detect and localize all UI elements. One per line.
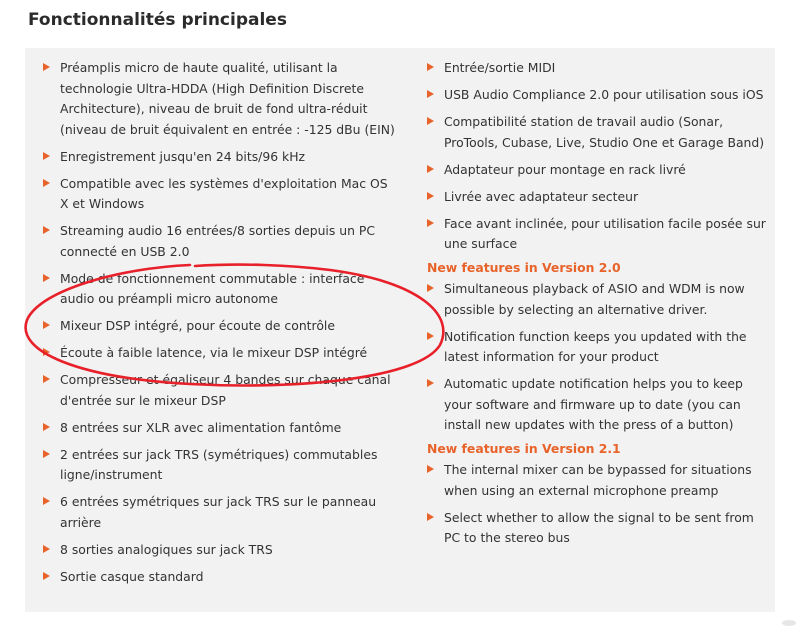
bullet-arrow-icon <box>427 90 434 98</box>
list-item: Livrée avec adaptateur secteur <box>427 187 767 208</box>
list-item: Automatic update notification helps you to keep your software and firmware up to date (you can install new updates with the press of a button) <box>427 374 767 436</box>
bullet-arrow-icon <box>43 545 50 553</box>
list-item: 8 sorties analogiques sur jack TRS <box>43 540 398 561</box>
list-item: Compatible avec les systèmes d'exploitation Mac OS X et Windows <box>43 174 398 215</box>
bullet-arrow-icon <box>427 379 434 387</box>
version-2-1-heading: New features in Version 2.1 <box>427 441 621 456</box>
bullet-arrow-icon <box>43 274 50 282</box>
version-2-1-list <box>427 460 767 549</box>
list-item: Adaptateur pour montage en rack livré <box>427 160 767 181</box>
list-item: Select whether to allow the signal to be sent from PC to the stereo bus <box>427 508 767 549</box>
list-item: 2 entrées sur jack TRS (symétriques) commutables ligne/instrument <box>43 445 398 486</box>
bullet-arrow-icon <box>427 332 434 340</box>
bullet-arrow-icon <box>43 63 50 71</box>
bullet-arrow-icon <box>43 321 50 329</box>
bullet-arrow-icon <box>427 465 434 473</box>
bullet-arrow-icon <box>43 226 50 234</box>
bullet-arrow-icon <box>43 572 50 580</box>
list-item: 8 entrées sur XLR avec alimentation fantôme <box>43 418 398 439</box>
list-item: Sortie casque standard <box>43 567 398 588</box>
bullet-arrow-icon <box>43 423 50 431</box>
bullet-arrow-icon <box>43 497 50 505</box>
list-item: USB Audio Compliance 2.0 pour utilisation sous iOS <box>427 85 767 106</box>
right-feature-list <box>427 58 767 255</box>
bullet-arrow-icon <box>427 284 434 292</box>
left-feature-list <box>43 58 398 587</box>
list-item: Streaming audio 16 entrées/8 sorties depuis un PC connecté en USB 2.0 <box>43 221 398 262</box>
bullet-arrow-icon <box>43 179 50 187</box>
list-item: Compresseur et égaliseur 4 bandes sur chaque canal d'entrée sur le mixeur DSP <box>43 370 398 411</box>
list-item: Préamplis micro de haute qualité, utilisant la technologie Ultra-HDDA (High Definition Discrete Architecture), niveau de bruit de fond ultra-réduit (niveau de bruit équivalent en entrée : -125 dBu (EIN) <box>43 58 398 140</box>
bullet-arrow-icon <box>427 513 434 521</box>
bullet-arrow-icon <box>43 450 50 458</box>
version-2-0-list <box>427 279 767 436</box>
list-item: Écoute à faible latence, via le mixeur DSP intégré <box>43 343 398 364</box>
list-item: Compatibilité station de travail audio (Sonar, ProTools, Cubase, Live, Studio One et Garage Band) <box>427 112 767 153</box>
list-item: Mixeur DSP intégré, pour écoute de contrôle <box>43 316 398 337</box>
list-item: Entrée/sortie MIDI <box>427 58 767 79</box>
left-column <box>43 58 398 594</box>
right-column <box>427 58 767 555</box>
list-item: Enregistrement jusqu'en 24 bits/96 kHz <box>43 147 398 168</box>
list-item: 6 entrées symétriques sur jack TRS sur le panneau arrière <box>43 492 398 533</box>
section-title: Fonctionnalités principales <box>28 10 287 30</box>
bullet-arrow-icon <box>427 192 434 200</box>
version-2-0-heading: New features in Version 2.0 <box>427 260 621 275</box>
list-item: Notification function keeps you updated with the latest information for your product <box>427 327 767 368</box>
bullet-arrow-icon <box>43 348 50 356</box>
bullet-arrow-icon <box>427 219 434 227</box>
bullet-arrow-icon <box>427 117 434 125</box>
list-item: Simultaneous playback of ASIO and WDM is now possible by selecting an alternative driver. <box>427 279 767 320</box>
bullet-arrow-icon <box>43 375 50 383</box>
bullet-arrow-icon <box>427 63 434 71</box>
corner-scroll-mark <box>782 620 796 626</box>
features-panel <box>25 48 775 612</box>
list-item: Face avant inclinée, pour utilisation facile posée sur une surface <box>427 214 767 255</box>
list-item: The internal mixer can be bypassed for situations when using an external microphone preamp <box>427 460 767 501</box>
list-item: Mode de fonctionnement commutable : interface audio ou préampli micro autonome <box>43 269 398 310</box>
bullet-arrow-icon <box>43 152 50 160</box>
bullet-arrow-icon <box>427 165 434 173</box>
